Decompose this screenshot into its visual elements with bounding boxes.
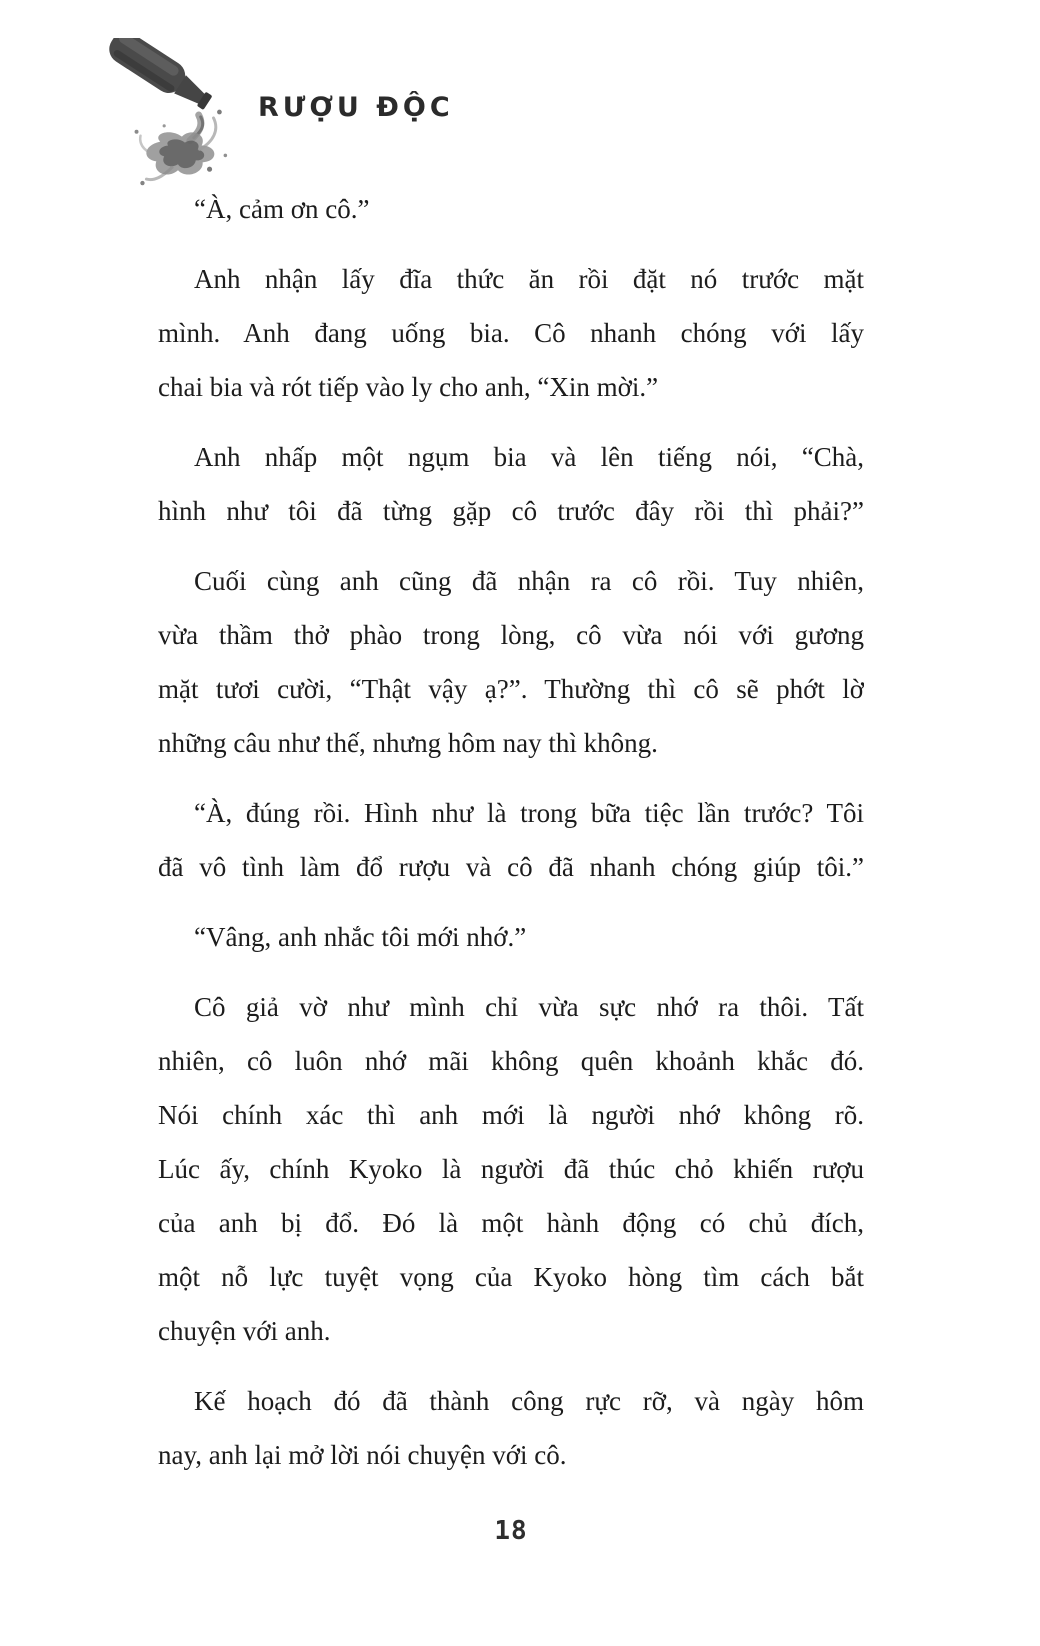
paragraph (158, 910, 864, 964)
text-line: hình như tôi đã từng gặp cô trước đây rồi thì phải?” (158, 496, 864, 526)
text-line: đã vô tình làm đổ rượu và cô đã nhanh chóng giúp tôi.” (158, 852, 864, 882)
text-line: nay, anh lại mở lời nói chuyện với cô. (158, 1440, 567, 1470)
text-line: một nỗ lực tuyệt vọng của Kyoko hòng tìm cách bắt (158, 1262, 864, 1292)
paragraph (158, 182, 864, 236)
text-line: “À, đúng rồi. Hình như là trong bữa tiệc lần trước? Tôi (194, 798, 864, 828)
paragraph (158, 554, 864, 770)
text-line: Lúc ấy, chính Kyoko là người đã thúc chỏ khiến rượu (158, 1154, 864, 1184)
text-line: Cuối cùng anh cũng đã nhận ra cô rồi. Tuy nhiên, (194, 566, 864, 596)
running-title: RƯỢU ĐỘC (258, 92, 454, 123)
paragraph (158, 252, 864, 414)
text-line: chai bia và rót tiếp vào ly cho anh, “Xin mời.” (158, 372, 659, 402)
paragraph (158, 980, 864, 1358)
text-line: “À, cảm ơn cô.” (194, 194, 370, 224)
paragraph (158, 786, 864, 894)
page-body (158, 182, 864, 1498)
text-line: vừa thầm thở phào trong lòng, cô vừa nói với gương (158, 620, 864, 650)
text-line: Anh nhấp một ngụm bia và lên tiếng nói, “Chà, (194, 442, 864, 472)
bottle-pour-icon (103, 38, 251, 188)
page-number: 18 (494, 1516, 528, 1546)
text-line: mình. Anh đang uống bia. Cô nhanh chóng với lấy (158, 318, 864, 348)
text-line: nhiên, cô luôn nhớ mãi không quên khoảnh khắc đó. (158, 1046, 864, 1076)
text-line: của anh bị đổ. Đó là một hành động có chủ đích, (158, 1208, 864, 1238)
paragraph (158, 430, 864, 538)
text-line: chuyện với anh. (158, 1316, 331, 1346)
text-line: Kế hoạch đó đã thành công rực rỡ, và ngày hôm (194, 1386, 864, 1416)
text-line: “Vâng, anh nhắc tôi mới nhớ.” (194, 922, 527, 952)
page-header (0, 0, 1040, 190)
text-line: Cô giả vờ như mình chỉ vừa sực nhớ ra thôi. Tất (194, 992, 864, 1022)
text-line: mặt tươi cười, “Thật vậy ạ?”. Thường thì cô sẽ phớt lờ (158, 674, 864, 704)
text-line: Nói chính xác thì anh mới là người nhớ không rõ. (158, 1100, 864, 1130)
paragraph (158, 1374, 864, 1482)
text-line: những câu như thế, nhưng hôm nay thì không. (158, 728, 658, 758)
text-line: Anh nhận lấy đĩa thức ăn rồi đặt nó trước mặt (194, 264, 864, 294)
